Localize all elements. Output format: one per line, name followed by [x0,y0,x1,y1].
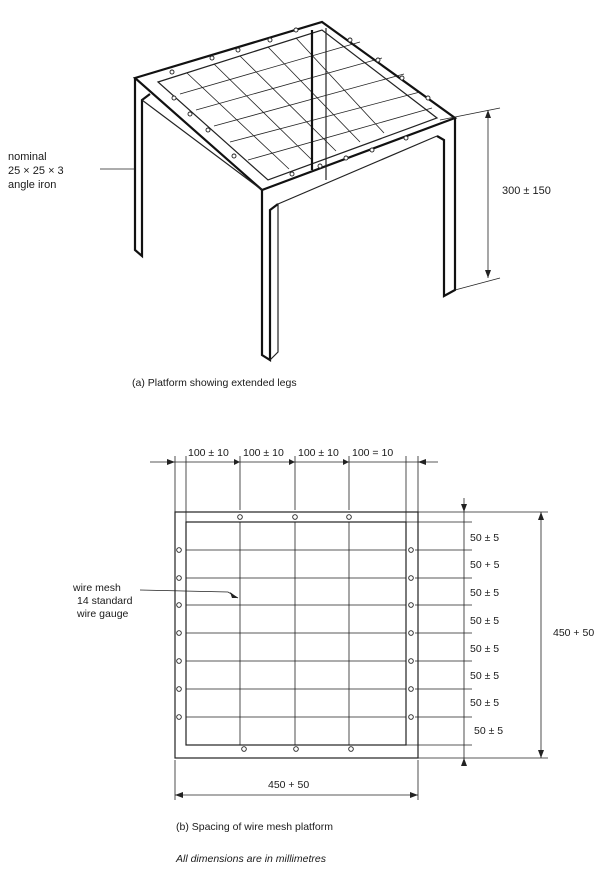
overall-height-label: 450 + 50 [553,627,595,639]
units-note: All dimensions are in millimetres [176,853,326,865]
right-spacing-label-5: 50 ± 5 [470,643,500,655]
top-spacing-label-1: 100 ± 10 [188,447,229,459]
right-spacing-label-4: 50 ± 5 [470,615,500,627]
top-spacing-label-3: 100 ± 10 [298,447,339,459]
angle-iron-label-2: 25 × 25 × 3 [8,165,64,177]
wire-mesh-label-1: wire mesh [73,582,121,594]
right-spacing-label-1: 50 ± 5 [470,532,500,544]
mesh-platform-plan [175,512,418,758]
wire-mesh-label-2: 14 standard [77,595,133,607]
angle-iron-label-3: angle iron [8,179,57,191]
height-dimension-label: 300 ± 150 [502,185,551,197]
overall-width-label: 450 + 50 [268,779,310,791]
right-spacing-label-3: 50 ± 5 [470,587,500,599]
right-spacing-label-6: 50 ± 5 [470,670,500,682]
top-spacing-label-2: 100 ± 10 [243,447,284,459]
top-spacing-label-4: 100 = 10 [352,447,394,459]
platform-isometric [135,22,455,360]
caption-a: (a) Platform showing extended legs [132,377,297,389]
right-spacing-label-8: 50 ± 5 [474,725,504,737]
height-dimension [440,108,500,290]
right-spacing-label-7: 50 ± 5 [470,697,500,709]
overall-height-dimension [538,512,544,758]
angle-iron-label-1: nominal [8,151,47,163]
caption-b: (b) Spacing of wire mesh platform [176,821,333,833]
right-spacing-label-2: 50 + 5 [470,559,500,571]
wire-mesh-label-3: wire gauge [77,608,129,620]
wire-mesh-leader [140,590,238,598]
